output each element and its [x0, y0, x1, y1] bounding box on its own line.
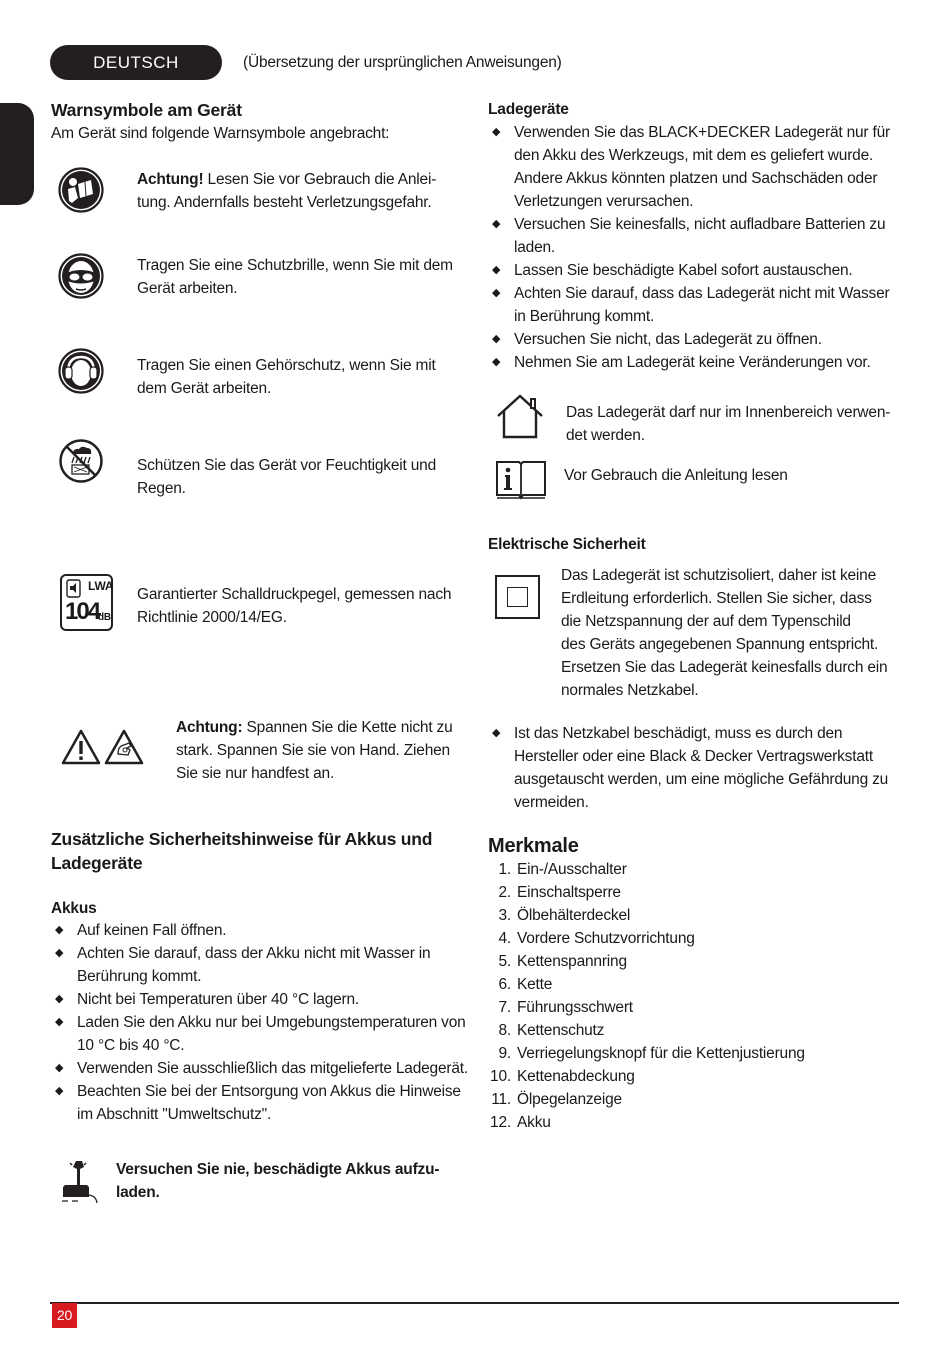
no-rain-icon: [58, 438, 104, 484]
ladegeraete-item-line: Andere Akkus könnten platzen und Sachschäden oder: [514, 170, 878, 187]
electrical-safety-title: Elektrische Sicherheit: [488, 536, 646, 553]
sound-label-unit: dB: [98, 612, 111, 623]
ladegeraete-item-line: Nehmen Sie am Ladegerät keine Veränderungen vor.: [514, 354, 871, 371]
feature-item: [488, 858, 888, 881]
feature-item: [488, 927, 888, 950]
double-insulation-icon: [495, 575, 540, 619]
ladegeraete-item: [488, 121, 898, 213]
akkus-item-line: Berührung kommt.: [77, 968, 202, 985]
feature-label: Akku: [517, 1114, 551, 1131]
feature-label: Kettenschutz: [517, 1022, 605, 1039]
sound-power-label-icon: [60, 574, 113, 631]
read-manual-icon: [58, 167, 104, 213]
translation-note: (Übersetzung der ursprünglichen Anweisungen): [243, 54, 562, 71]
battery-warning-line1: Versuchen Sie nie, beschädigte Akkus aufzu-: [116, 1161, 440, 1178]
warnsymbole-intro: Am Gerät sind folgende Warnsymbole angebracht:: [51, 125, 390, 142]
indoor-line2: det werden.: [566, 427, 645, 444]
feature-item: [488, 1065, 888, 1088]
footer-rule: [50, 1302, 899, 1304]
bullet-diamond-icon: ◆: [55, 1016, 64, 1028]
feature-number: 10.: [490, 1068, 511, 1085]
warning-chain-bold: Achtung:: [176, 719, 243, 736]
feature-item: [488, 881, 888, 904]
feature-label: Ölbehälterdeckel: [517, 907, 631, 924]
feature-number: 7.: [498, 999, 511, 1016]
bullet-diamond-icon: ◆: [55, 947, 64, 959]
electrical-safety-line: die Netzspannung der auf dem Typenschild: [561, 613, 851, 630]
page-number: 20: [52, 1303, 77, 1328]
cable-warning-line: Ist das Netzkabel beschädigt, muss es durch den: [514, 725, 843, 742]
warning-rain: [137, 454, 467, 500]
read-manual-note: Vor Gebrauch die Anleitung lesen: [564, 467, 788, 484]
indoor-only-note: [566, 401, 896, 447]
electrical-safety-text: [561, 564, 896, 702]
warning-goggles: [137, 254, 467, 300]
akkus-item-line: Beachten Sie bei der Entsorgung von Akkus die Hinweise: [77, 1083, 461, 1100]
feature-number: 6.: [498, 976, 511, 993]
akkus-item: [51, 942, 471, 988]
feature-item: [488, 1111, 888, 1134]
sound-label-top: LWA: [88, 579, 114, 593]
bullet-diamond-icon: ◆: [492, 264, 501, 276]
feature-label: Kettenabdeckung: [517, 1068, 635, 1085]
feature-number: 8.: [498, 1022, 511, 1039]
akkus-item-line: Laden Sie den Akku nur bei Umgebungstemperaturen von: [77, 1014, 466, 1031]
akkus-item: [51, 1011, 471, 1057]
ladegeraete-item-line: Lassen Sie beschädigte Kabel sofort austauschen.: [514, 262, 853, 279]
additional-safety-title: [51, 827, 432, 875]
akkus-item-line: Nicht bei Temperaturen über 40 °C lagern.: [77, 991, 360, 1008]
feature-label: Einschaltsperre: [517, 884, 621, 901]
bullet-diamond-icon: ◆: [492, 287, 501, 299]
warning-ear-protection: [137, 354, 467, 400]
features-list: [488, 858, 888, 1134]
feature-item: [488, 904, 888, 927]
akkus-item: [51, 1057, 471, 1080]
warnsymbole-title: Warnsymbole am Gerät: [51, 100, 242, 120]
ladegeraete-item-line: Verwenden Sie das BLACK+DECKER Ladegerät nur für: [514, 124, 890, 141]
house-indoor-icon: [495, 394, 545, 440]
feature-label: Führungsschwert: [517, 999, 633, 1016]
info-book-icon: [495, 459, 547, 501]
warning-chain-line1: Spannen Sie die Kette nicht zu: [242, 719, 453, 736]
bullet-diamond-icon: ◆: [492, 218, 501, 230]
akkus-item-line: Verwenden Sie ausschließlich das mitgelieferte Ladegerät.: [77, 1060, 468, 1077]
battery-warning-line2: laden.: [116, 1184, 160, 1201]
electrical-safety-line: Das Ladegerät ist schutzisoliert, daher ist keine: [561, 567, 877, 584]
side-tab: [0, 103, 34, 205]
ladegeraete-item: [488, 328, 898, 351]
feature-number: 11.: [491, 1091, 511, 1108]
warning-rain-line2: Regen.: [137, 480, 186, 497]
warning-rain-line1: Schützen Sie das Gerät vor Feuchtigkeit und: [137, 457, 436, 474]
akkus-item: [51, 1080, 471, 1126]
additional-safety-title-line2: Ladegeräte: [51, 853, 143, 873]
bullet-diamond-icon: ◆: [55, 1062, 64, 1074]
feature-label: Kettenspannring: [517, 953, 627, 970]
electrical-safety-line: Erdleitung erforderlich. Stellen Sie sicher, dass: [561, 590, 872, 607]
feature-number: 12.: [490, 1114, 511, 1131]
akkus-item: [51, 988, 471, 1011]
feature-number: 1.: [498, 861, 511, 878]
akkus-item-line: Achten Sie darauf, dass der Akku nicht mit Wasser in: [77, 945, 431, 962]
feature-number: 9.: [498, 1045, 511, 1062]
sound-label-value: 104: [65, 598, 100, 625]
merkmale-title: Merkmale: [488, 835, 579, 857]
warning-read-manual-bold: Achtung!: [137, 171, 204, 188]
warning-ear-line1: Tragen Sie einen Gehörschutz, wenn Sie mit: [137, 357, 436, 374]
akkus-item-line: Auf keinen Fall öffnen.: [77, 922, 227, 939]
feature-number: 2.: [498, 884, 511, 901]
electrical-safety-line: normales Netzkabel.: [561, 682, 699, 699]
feature-item: [488, 996, 888, 1019]
damaged-battery-icon: [58, 1159, 100, 1205]
akkus-item-line: im Abschnitt "Umweltschutz".: [77, 1106, 272, 1123]
additional-safety-title-line1: Zusätzliche Sicherheitshinweise für Akkus und: [51, 829, 433, 849]
ladegeraete-item-line: Achten Sie darauf, dass das Ladegerät nicht mit Wasser: [514, 285, 890, 302]
feature-item: [488, 1019, 888, 1042]
feature-label: Vordere Schutzvorrichtung: [517, 930, 695, 947]
cable-warning-line: vermeiden.: [514, 794, 589, 811]
battery-warning: [116, 1158, 456, 1204]
bullet-diamond-icon: ◆: [492, 727, 501, 739]
ladegeraete-item: [488, 213, 898, 259]
feature-number: 4.: [498, 930, 511, 947]
ladegeraete-item: [488, 282, 898, 328]
bullet-diamond-icon: ◆: [492, 126, 501, 138]
warning-sound-level: [137, 583, 467, 629]
indoor-line1: Das Ladegerät darf nur im Innenbereich verwen-: [566, 404, 891, 421]
warning-goggles-line2: Gerät arbeiten.: [137, 280, 238, 297]
warning-read-manual: [137, 168, 467, 214]
ladegeraete-item-line: Versuchen Sie nicht, das Ladegerät zu öffnen.: [514, 331, 822, 348]
warning-chain: [176, 716, 466, 785]
warning-triangle-icon: [61, 729, 101, 765]
ear-protection-icon: [58, 348, 104, 394]
feature-label: Kette: [517, 976, 553, 993]
warning-ear-line2: dem Gerät arbeiten.: [137, 380, 272, 397]
feature-number: 3.: [498, 907, 511, 924]
feature-item: [488, 973, 888, 996]
ladegeraete-item-line: laden.: [514, 239, 556, 256]
electrical-safety-line: Ersetzen Sie das Ladegerät keinesfalls durch ein: [561, 659, 888, 676]
ladegeraete-item: [488, 259, 898, 282]
warning-read-manual-line2: tung. Andernfalls besteht Verletzungsgefahr.: [137, 194, 432, 211]
feature-item: [488, 1042, 888, 1065]
warning-sound-line1: Garantierter Schalldruckpegel, gemessen nach: [137, 586, 452, 603]
feature-item: [488, 1088, 888, 1111]
ladegeraete-item-line: Verletzungen verursachen.: [514, 193, 694, 210]
akkus-item: [51, 919, 471, 942]
bullet-diamond-icon: ◆: [492, 333, 501, 345]
bullet-diamond-icon: ◆: [55, 924, 64, 936]
bullet-diamond-icon: ◆: [492, 356, 501, 368]
ladegeraete-item-line: in Berührung kommt.: [514, 308, 655, 325]
ladegeraete-title: Ladegeräte: [488, 101, 569, 118]
bullet-diamond-icon: ◆: [55, 1085, 64, 1097]
feature-item: [488, 950, 888, 973]
cable-warning-line: ausgetauscht werden, um eine mögliche Gefährdung zu: [514, 771, 889, 788]
warning-chain-line2: stark. Spannen Sie sie von Hand. Ziehen: [176, 742, 450, 759]
warning-sound-line2: Richtlinie 2000/14/EG.: [137, 609, 287, 626]
bullet-diamond-icon: ◆: [55, 993, 64, 1005]
cable-warning-list: [488, 722, 898, 814]
ladegeraete-list: [488, 121, 898, 374]
safety-goggles-icon: [58, 253, 104, 299]
warning-goggles-line1: Tragen Sie eine Schutzbrille, wenn Sie mit dem: [137, 257, 453, 274]
warning-chain-line3: Sie sie nur handfest an.: [176, 765, 335, 782]
electrical-safety-line: des Geräts angegebenen Spannung entspricht.: [561, 636, 879, 653]
feature-label: Ölpegelanzeige: [517, 1091, 622, 1108]
feature-label: Verriegelungsknopf für die Kettenjustierung: [517, 1045, 805, 1062]
feature-number: 5.: [498, 953, 511, 970]
language-label: DEUTSCH: [50, 45, 222, 80]
feature-label: Ein-/Ausschalter: [517, 861, 627, 878]
ladegeraete-item-line: Versuchen Sie keinesfalls, nicht aufladbare Batterien zu: [514, 216, 886, 233]
cable-warning-item: [488, 722, 898, 814]
akkus-list: [51, 919, 471, 1126]
ladegeraete-item: [488, 351, 898, 374]
ladegeraete-item-line: den Akku des Werkzeugs, mit dem es geliefert wurde.: [514, 147, 874, 164]
akkus-item-line: 10 °C bis 40 °C.: [77, 1037, 185, 1054]
warning-read-manual-line1: Lesen Sie vor Gebrauch die Anlei-: [203, 171, 437, 188]
akkus-title: Akkus: [51, 900, 97, 917]
cable-warning-line: Hersteller oder eine Black & Decker Vertragswerkstatt: [514, 748, 873, 765]
hand-tighten-icon: [104, 729, 144, 765]
